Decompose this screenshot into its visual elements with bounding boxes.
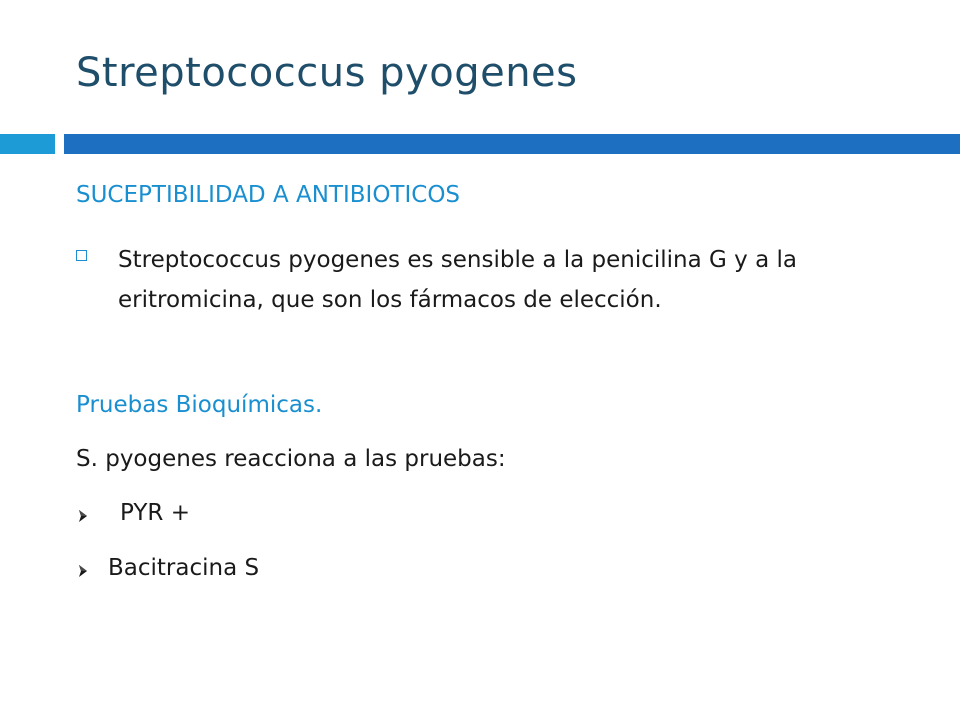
list-item-label: PYR + [120,500,190,526]
slide-title: Streptococcus pyogenes [76,50,578,96]
accent-bar-left [0,134,55,154]
square-bullet-icon [76,250,87,261]
bullet-item [76,240,906,320]
section-heading: SUCEPTIBILIDAD A ANTIBIOTICOS [76,182,461,208]
arrow-bullet-icon [76,509,90,523]
bullet-text: Streptococcus pyogenes es sensible a la penicilina G y a la eritromicina, que son los fármacos de elección. [118,247,797,313]
arrow-bullet-icon [76,564,90,578]
list-item-label: Bacitracina S [108,555,260,581]
intro-line: S. pyogenes reacciona a las pruebas: [76,446,506,472]
subheading-pruebas: Pruebas Bioquímicas. [76,392,323,418]
accent-bar-main [64,134,960,154]
